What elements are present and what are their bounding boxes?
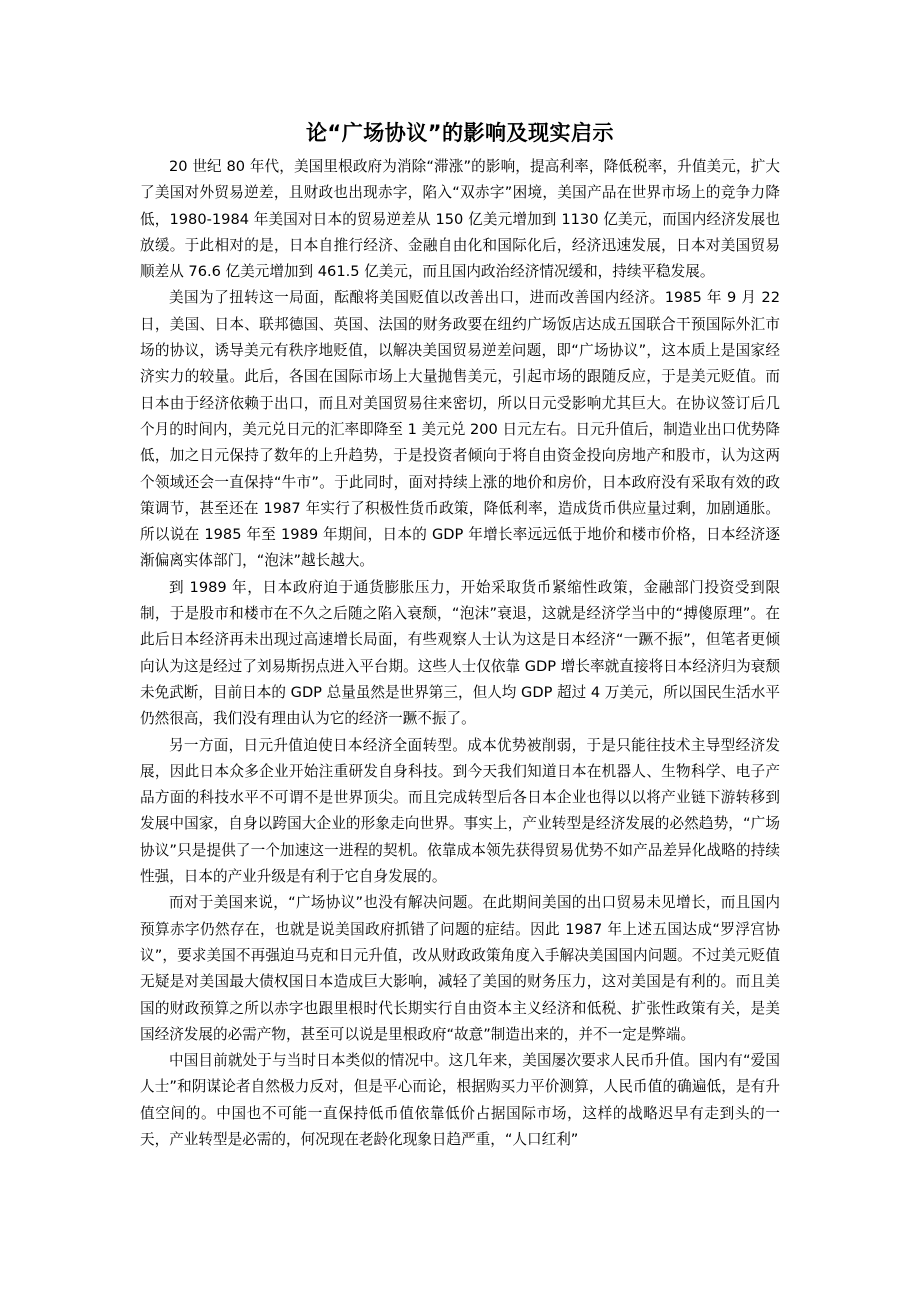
paragraph-4: 另一方面，日元升值迫使日本经济全面转型。成本优势被削弱，于是只能往技术主导型经济发展，因此日本众多企业开始注重研发自身科技。到今天我们知道日本在机器人、生物科学、电子产品方面的科技水平不可谓不是世界顶尖。而且完成转型后各日本企业也得以以将产业链下游转移到发展中国家，自身以跨国大企业的形象走向世界。事实上，产业转型是经济发展的必然趋势，“广场协议”只是提供了一个加速这一进程的契机。依靠成本领先获得贸易优势不如产品差异化战略的持续性强，日本的产业升级是有利于它自身发展的。	[140, 736, 780, 886]
paragraph-5: 而对于美国来说，“广场协议”也没有解决问题。在此期间美国的出口贸易未见增长，而且国内预算赤字仍然存在，也就是说美国政府抓错了问题的症结。因此 1987 年上述五国达成“罗浮宫协议”，要求美国不再强迫马克和日元升值，改从财政政策角度入手解决美国国内问题。不过美元贬值无疑是对美国最大债权国日本造成巨大影响，减轻了美国的财务压力，这对美国是有利的。而且美国的财政预算之所以赤字也跟里根时代长期实行自由资本主义经济和低税、扩张性政策有关，是美国经济发展的必需产物，甚至可以说是里根政府“故意”制造出来的，并不一定是弊端。	[140, 894, 780, 1043]
document-body	[140, 154, 780, 1153]
paragraph-2: 美国为了扭转这一局面，酝酿将美国贬值以改善出口，进而改善国内经济。1985 年 9 月 22 日，美国、日本、联邦德国、英国、法国的财务政要在纽约广场饭店达成五国联合干预国际外汇市场的协议，诱导美元有秩序地贬值，以解决美国贸易逆差问题，即“广场协议”，这本质上是国家经济实力的较量。此后，各国在国际市场上大量抛售美元，引起市场的跟随反应，于是美元贬值。而日本由于经济依赖于出口，而且对美国贸易往来密切，所以日元受影响尤其巨大。在协议签订后几个月的时间内，美元兑日元的汇率即降至 1 美元兑 200 日元左右。日元升值后，制造业出口优势降低，加之日元保持了数年的上升趋势，于是投资者倾向于将自由资金投向房地产和股市，认为这两个领域还会一直保持“牛市”。于此同时，面对持续上涨的地价和房价，日本政府没有采取有效的政策调节，甚至还在 1987 年实行了积极性货币政策，降低利率，造成货币供应量过剩，加剧通胀。所以说在 1985 年至 1989 年期间，日本的 GDP 年增长率远远低于地价和楼市价格，日本经济逐渐偏离实体部门，“泡沫”越长越大。	[140, 289, 780, 570]
paragraph-3: 到 1989 年，日本政府迫于通货膨胀压力，开始采取货币紧缩性政策，金融部门投资受到限制，于是股市和楼市在不久之后随之陷入衰颓，“泡沫”衰退，这就是经济学当中的“搏傻原理”。在此后日本经济再未出现过高速增长局面，有些观察人士认为这是日本经济“一蹶不振”，但笔者更倾向认为这是经过了刘易斯拐点进入平台期。这些人士仅依靠 GDP 增长率就直接将日本经济归为衰颓未免武断，目前日本的 GDP 总量虽然是世界第三，但人均 GDP 超过 4 万美元，所以国民生活水平仍然很高，我们没有理由认为它的经济一蹶不振了。	[140, 578, 780, 728]
paragraph-6: 中国目前就处于与当时日本类似的情况中。这几年来，美国屡次要求人民币升值。国内有“爱国人士”和阴谋论者自然极力反对，但是平心而论，根据购买力平价测算，人民币值的确遍低，是有升值空间的。中国也不可能一直保持低币值依靠低价占据国际市场，这样的战略迟早有走到头的一天，产业转型是必需的，何况现在老龄化现象日趋严重，“人口红利”	[140, 1052, 780, 1148]
paragraph-1: 20 世纪 80 年代，美国里根政府为消除“滞涨”的影响，提高利率，降低税率，升值美元，扩大了美国对外贸易逆差，且财政也出现赤字，陷入“双赤字”困境，美国产品在世界市场上的竞争力降低，1980-1984 年美国对日本的贸易逆差从 150 亿美元增加到 1130 亿美元，而国内经济发展也放缓。于此相对的是，日本自推行经济、金融自由化和国际化后，经济迅速发展，日本对美国贸易顺差从 76.6 亿美元增加到 461.5 亿美元，而且国内政治经济情况缓和，持续平稳发展。	[140, 158, 780, 281]
document-title: 论“广场协议”的影响及现实启示	[305, 121, 615, 145]
